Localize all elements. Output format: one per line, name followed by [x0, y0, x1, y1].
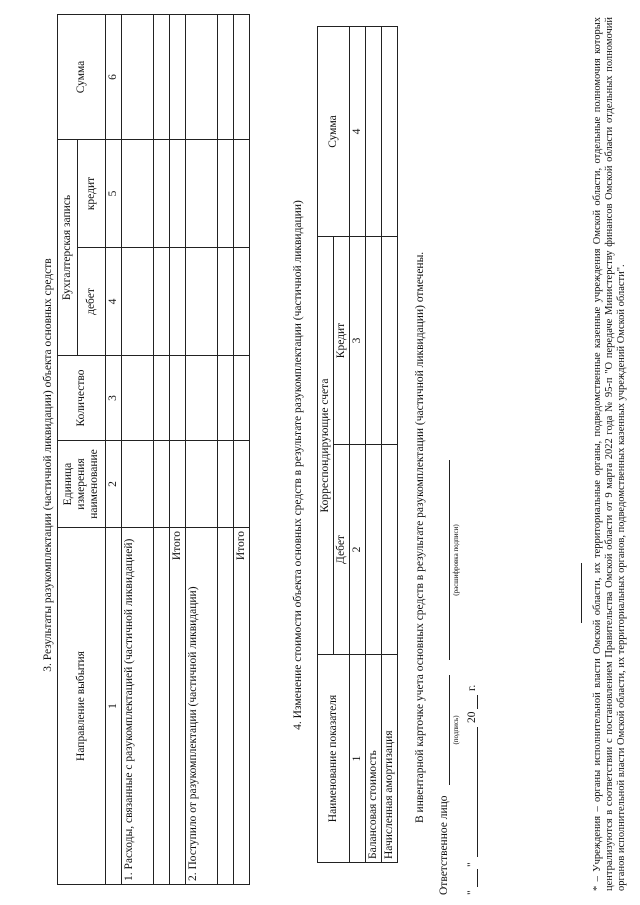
header-debit: дебет — [78, 248, 106, 356]
value-change-table — [317, 26, 398, 863]
header-debit-4: Дебет — [334, 445, 350, 655]
date-month-line — [477, 727, 478, 857]
decoding-line — [449, 460, 450, 660]
header-sum: Сумма — [58, 14, 106, 139]
inventory-note: В инвентарной карточке учета основных средств в результате разукомплектации (частичной ликвидации) отмечены. — [414, 251, 426, 823]
year-prefix: 20 — [466, 711, 478, 723]
col4-number-1: 1 — [350, 655, 366, 863]
year-suffix: г. — [466, 684, 478, 691]
col-number-1: 1 — [106, 528, 122, 885]
col4-number-4: 4 — [350, 27, 366, 237]
signature-line — [449, 675, 450, 785]
header-corr-accounts: Корреспондирующие счета — [318, 237, 334, 655]
header-accounting-entry: Бухгалтерская запись — [58, 139, 78, 355]
header-indicator: Наименование показателя — [318, 655, 350, 863]
total-received-label: Итого — [234, 528, 250, 885]
header-credit-4: Кредит — [334, 237, 350, 445]
section4-title: 4. Изменение стоимости объекта основных средств в результате разукомплектации (частичной ликвидации) — [292, 200, 304, 730]
col4-number-3: 3 — [350, 237, 366, 445]
row-received: 2. Поступило от разукомплектации (частичной ликвидации) — [186, 528, 218, 885]
total-expenses-label: Итого — [170, 528, 186, 885]
date-quote-open: " — [466, 890, 478, 895]
header-sum-4: Сумма — [318, 27, 350, 237]
row-expenses: 1. Расходы, связанные с разукомплектацией (частичной ликвидацией) — [122, 528, 154, 885]
row-depreciation: Начисленная амортизация — [382, 655, 398, 863]
date-day-line — [477, 869, 478, 887]
col4-number-2: 2 — [350, 445, 366, 655]
col-number-6: 6 — [106, 14, 122, 139]
date-quote-close: " — [466, 862, 478, 867]
header-direction: Направление выбытия — [58, 528, 106, 885]
responsible-person-label: Ответственное лицо — [438, 795, 450, 895]
col-number-5: 5 — [106, 139, 122, 247]
header-quantity: Количество — [58, 356, 106, 441]
header-credit: кредит — [78, 139, 106, 247]
liquidation-results-table — [57, 14, 250, 885]
footnote-separator — [581, 563, 582, 623]
signature-caption: (подпись) — [452, 715, 460, 745]
footnote: * – Учреждения – органы исполнительной власти Омской области, их территориальные органы, подведомственные казенные учреждения Омской области, отдельные полномочия которых централизуются в соответствии с постановлением Правительства Омской области от 9 марта 2022 года № 95-п "О передаче Министерству финансов Омской области отдельных полномочий органов исполнительной власти Омской области, их территориальных органов, подведомственных казенных учреждений Омской области". — [592, 17, 627, 891]
col-number-4: 4 — [106, 248, 122, 356]
col-number-2: 2 — [106, 441, 122, 528]
date-year-line — [477, 695, 478, 709]
row-book-value: Балансовая стоимость — [366, 655, 382, 863]
section3-title: 3. Результаты разукомплектации (частичной ликвидации) объекта основных средств — [42, 258, 54, 672]
header-unit: Единица измерения наименование — [58, 441, 106, 528]
col-number-3: 3 — [106, 356, 122, 441]
decoding-caption: (расшифровка подписи) — [452, 524, 460, 596]
